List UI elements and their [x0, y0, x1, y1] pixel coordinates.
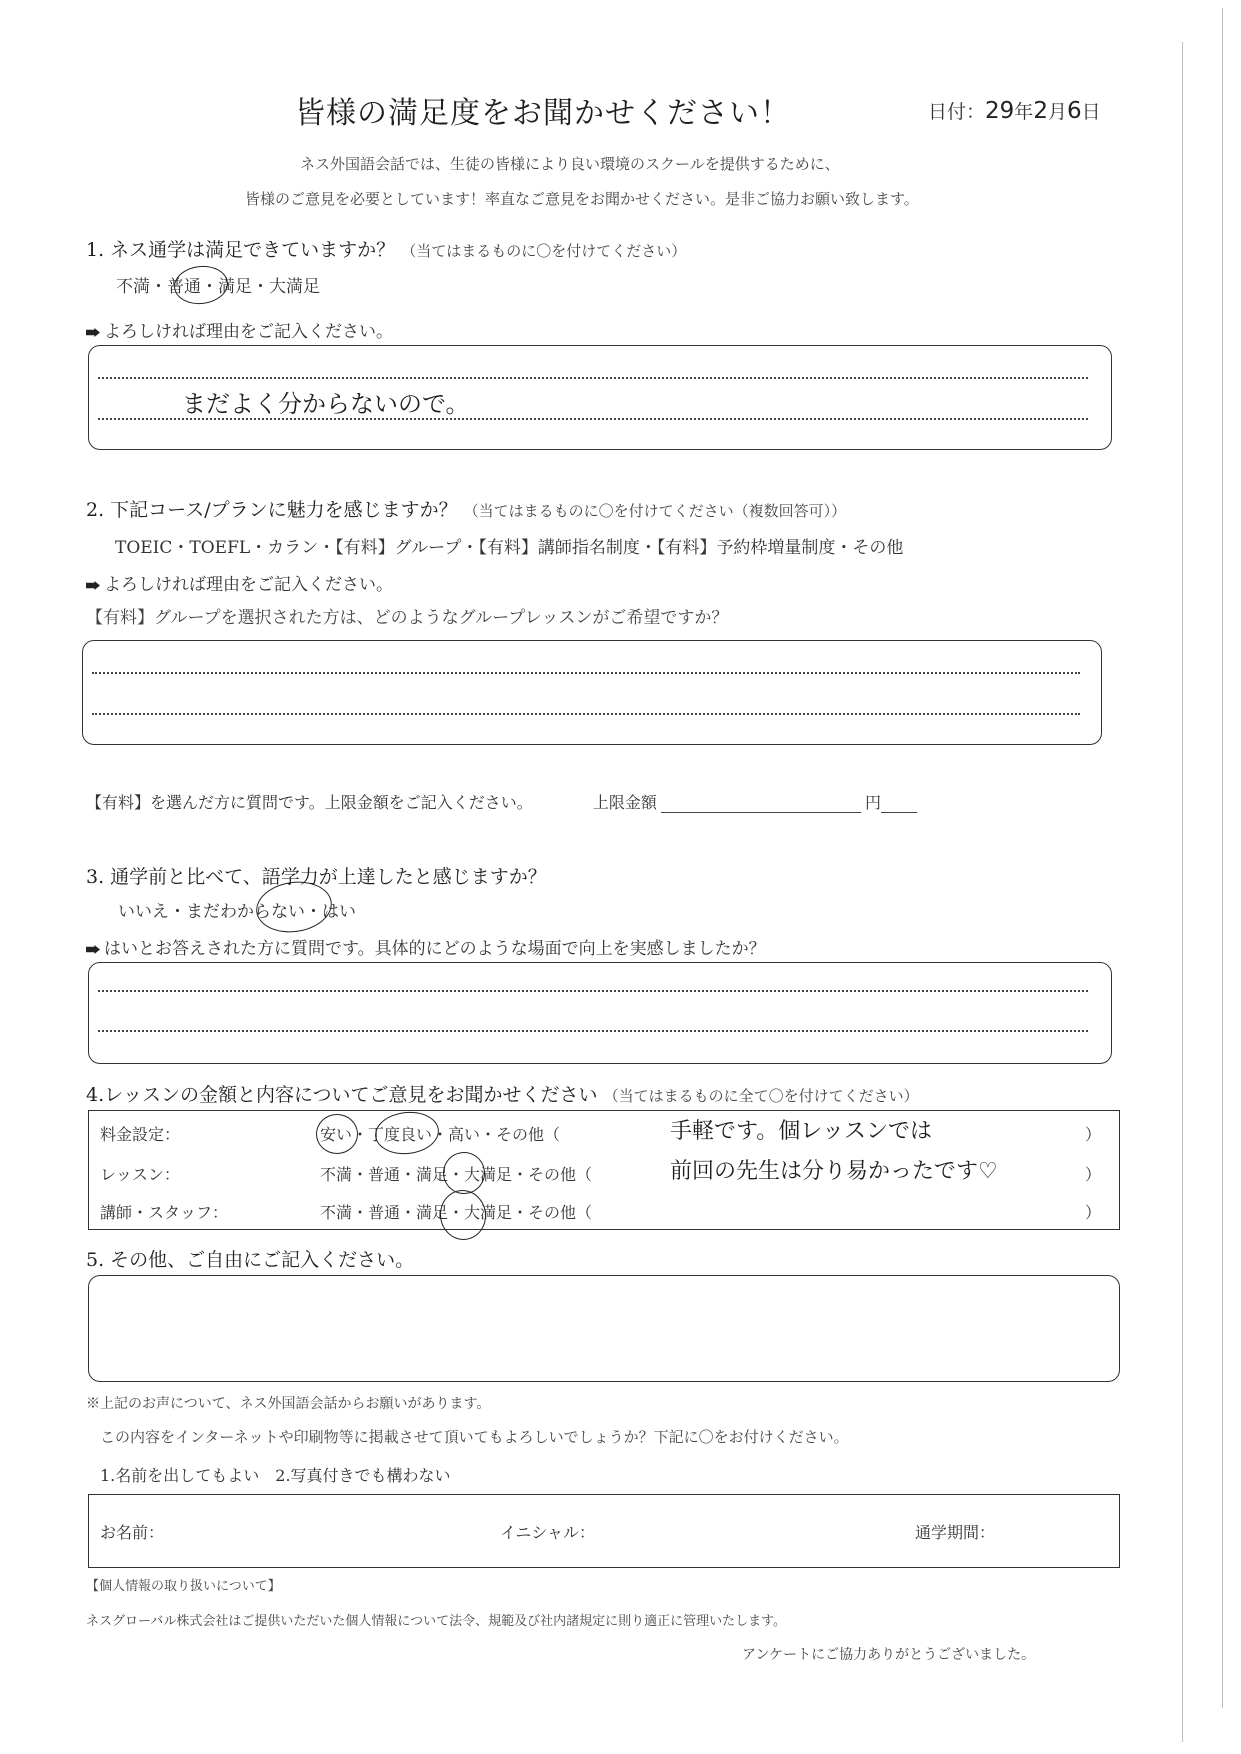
q2-reason-prompt-text: よろしければ理由をご記入ください。	[104, 575, 393, 595]
q2-note: （当てはまるものに〇を付けてください（複数回答可））	[463, 502, 847, 520]
dotted-line	[92, 713, 1080, 715]
q2-group-prompt: 【有料】グループを選択された方は、どのようなグループレッスンがご希望ですか？	[86, 608, 729, 628]
q3-question: 3. 通学前と比べて、語学力が上達したと感じますか？	[86, 866, 547, 888]
q1-reason-prompt	[86, 317, 393, 342]
date-year: 29	[985, 98, 1015, 124]
underline	[881, 798, 917, 813]
q2-limit-unit: 円	[864, 793, 881, 812]
dotted-line	[98, 990, 1088, 992]
arrow-right-icon	[86, 945, 100, 954]
scan-edge-line	[1222, 8, 1223, 1708]
q3-followup-prompt-text: はいとお答えされた方に質問です。具体的にどのような場面で向上を実感しましたか？	[104, 939, 766, 959]
consent-notice: ※上記のお声について、ネス外国語会話からお願いがあります。	[86, 1396, 491, 1412]
consent-options[interactable]: 1.名前を出してもよい 2.写真付きでも構わない	[100, 1466, 451, 1485]
q4-row-options[interactable]: 不満・普通・満足・大満足・その他（	[320, 1203, 593, 1222]
q3-followup-prompt	[86, 934, 766, 959]
separator: ・	[252, 277, 269, 297]
date-field	[928, 97, 1101, 124]
initial-label[interactable]: イニシャル：	[500, 1523, 596, 1542]
q3-option-hai[interactable]: はい	[322, 902, 356, 922]
q1-option-futsuu[interactable]: 普通	[167, 277, 201, 297]
q1-selected-circle	[172, 263, 230, 306]
q1-question-text: 1. ネス通学は満足できていますか？	[86, 239, 396, 261]
scan-edge-line	[1182, 42, 1183, 1742]
q2-question	[86, 495, 846, 522]
dotted-line	[98, 1030, 1088, 1032]
date-month-unit: 月	[1047, 101, 1067, 123]
thanks-message: アンケートにご協力ありがとうございました。	[742, 1647, 1036, 1663]
date-day: 6	[1066, 98, 1082, 124]
q1-option-manzoku[interactable]: 満足	[218, 277, 252, 297]
q4-row-lesson-comment: 前回の先生は分り易かったです♡	[670, 1159, 998, 1184]
paren-close: ）	[1085, 1203, 1102, 1222]
q1-reason-prompt-text: よろしければ理由をご記入ください。	[104, 322, 393, 342]
q4-question	[86, 1080, 919, 1107]
q1-note: （当てはまるものに〇を付けてください）	[401, 242, 687, 260]
q5-question: 5. その他、ご自由にご記入ください。	[86, 1249, 415, 1271]
dotted-line	[92, 672, 1080, 674]
date-label: 日付：	[928, 101, 986, 123]
intro-line-2: 皆様のご意見を必要としています！率直なご意見をお聞かせください。是非ご協力お願い致します。	[245, 190, 919, 208]
q2-limit-label: 上限金額	[592, 793, 657, 812]
paren-close: ）	[1085, 1165, 1102, 1184]
q2-reason-prompt	[86, 570, 393, 595]
q4-question-text: 4.レッスンの金額と内容についてご意見をお聞かせください	[86, 1084, 598, 1106]
q2-options[interactable]: TOEIC・TOEFL・カラン・【有料】グループ・【有料】講師指名制度・【有料】予約枠増量制度・その他	[115, 538, 904, 558]
q3-option-madawakaranai[interactable]: まだわからない	[186, 902, 305, 922]
q3-followup-box[interactable]	[88, 962, 1112, 1064]
paren-close: ）	[1085, 1125, 1102, 1144]
separator: ・	[150, 277, 167, 297]
separator: ・	[201, 277, 218, 297]
separator: ・	[305, 902, 322, 922]
q3-option-iie[interactable]: いいえ	[118, 902, 169, 922]
q4-row-label: 講師・スタッフ：	[100, 1203, 229, 1222]
name-label[interactable]: お名前：	[100, 1523, 165, 1542]
q4-note: （当てはまるものに全て〇を付けてください）	[603, 1087, 919, 1105]
separator: ・	[169, 902, 186, 922]
q2-limit-row	[86, 790, 917, 813]
q4-row-options[interactable]: 不満・普通・満足・大満足・その他（	[320, 1165, 593, 1184]
q4-row-label: レッスン：	[100, 1165, 180, 1184]
q2-limit-input[interactable]	[661, 798, 861, 813]
q1-answer: まだよく分からないので。	[182, 390, 470, 418]
intro-line-1: ネス外国語会話では、生徒の皆様により良い環境のスクールを提供するために、	[300, 155, 840, 173]
page-title: 皆様の満足度をお聞かせください！	[295, 96, 791, 131]
dotted-line	[98, 377, 1088, 379]
arrow-right-icon	[86, 581, 100, 590]
date-month: 2	[1033, 98, 1048, 124]
period-label[interactable]: 通学期間：	[915, 1523, 996, 1542]
q4-row-staff	[100, 1200, 592, 1223]
q2-limit-prompt: 【有料】を選んだ方に質問です。上限金額をご記入ください。	[86, 793, 533, 812]
privacy-text: ネスグローバル株式会社はご提供いただいた個人情報について法令、規範及び社内諸規定に則り適正に管理いたします。	[86, 1614, 787, 1629]
date-year-unit: 年	[1014, 101, 1034, 123]
q4-row-lesson	[100, 1162, 592, 1185]
q4-row-options[interactable]: 安い・丁度良い・高い・その他（	[320, 1125, 561, 1144]
arrow-right-icon	[86, 328, 100, 337]
q1-question	[86, 235, 686, 262]
consent-request: この内容をインターネットや印刷物等に掲載させて頂いてもよろしいでしょうか？下記に〇をお付けください。	[100, 1428, 849, 1446]
q2-group-box[interactable]	[82, 640, 1102, 745]
q1-option-daimanzoku[interactable]: 大満足	[269, 277, 320, 297]
q4-price-circle-cheap	[316, 1114, 358, 1154]
q4-row-label: 料金設定：	[100, 1125, 181, 1144]
q5-free-text-box[interactable]	[88, 1275, 1120, 1382]
privacy-heading: 【個人情報の取り扱いについて】	[86, 1579, 281, 1594]
q2-question-text: 2. 下記コース/プランに魅力を感じますか？	[86, 499, 458, 521]
q4-row-price-comment: 手軽です。個レッスンでは	[670, 1119, 933, 1144]
q1-option-fuman[interactable]: 不満	[116, 277, 150, 297]
date-day-unit: 日	[1081, 101, 1101, 123]
